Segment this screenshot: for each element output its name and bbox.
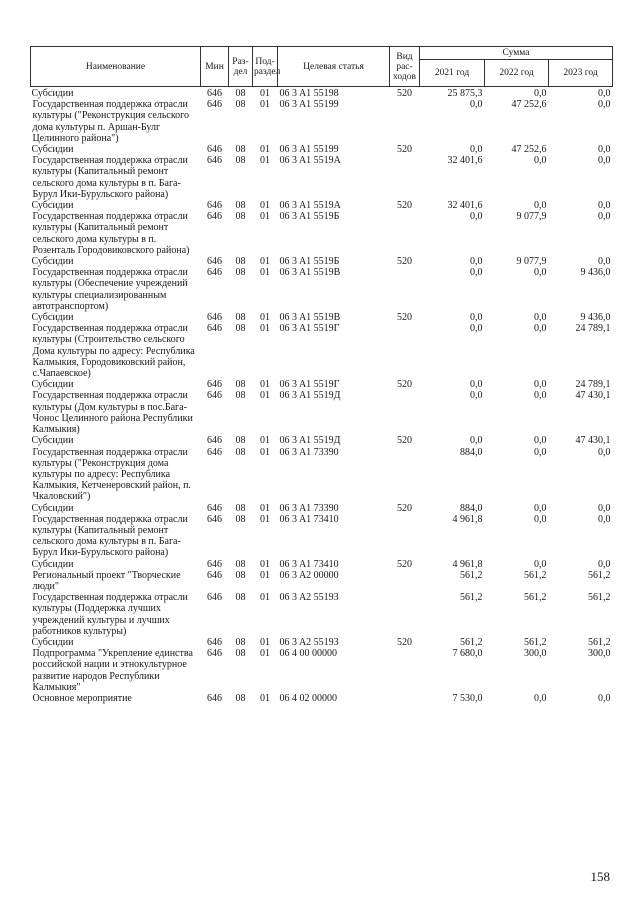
cell-min: 646 (207, 592, 222, 604)
cell-expense-type (390, 514, 420, 559)
cell-sum-2023: 0,0 (598, 692, 611, 704)
cell-expense-type: 520 (397, 200, 412, 212)
cell-podrazdel: 01 (260, 558, 270, 570)
cell-razdel: 08 (235, 211, 246, 223)
cell-sum-2022: 9 077,9 (516, 256, 547, 268)
cell-name: Субсидии (31, 435, 74, 447)
table-row (31, 144, 613, 155)
cell-sum-2022: 0,0 (534, 502, 547, 514)
cell-min: 646 (207, 513, 222, 525)
cell-podrazdel: 01 (260, 435, 270, 447)
cell-podrazdel: 01 (260, 88, 270, 99)
cell-sum-2021: 32 401,6 (447, 200, 483, 212)
cell-sum-2022: 0,0 (534, 692, 547, 704)
cell-razdel: 08 (235, 502, 246, 514)
cell-sum-2023: 0,0 (598, 211, 611, 223)
cell-sum-2022: 47 252,6 (511, 144, 547, 156)
cell-razdel: 08 (235, 256, 246, 268)
cell-expense-type (390, 323, 420, 379)
header-name: Наименование (31, 47, 201, 87)
cell-target-article: 06 3 A1 55199 (279, 144, 339, 156)
cell-razdel: 08 (235, 636, 246, 648)
cell-name: Подпрограмма "Укрепление единства российской нации и этнокультурное развитие народов Республики Калмыкия" (32, 648, 193, 693)
cell-podrazdel: 01 (260, 446, 270, 458)
table-row (31, 447, 613, 503)
table-row (31, 99, 613, 144)
cell-sum-2022: 9 077,9 (516, 211, 547, 223)
cell-sum-2021: 0,0 (470, 379, 483, 391)
cell-sum-2021: 7 680,0 (452, 648, 483, 660)
cell-name: Региональный проект "Творческие люди" (32, 569, 181, 592)
cell-podrazdel: 01 (260, 312, 270, 324)
header-year-2021: 2021 год (420, 60, 485, 87)
cell-sum-2022: 0,0 (534, 435, 547, 447)
header-target: Целевая статья (278, 47, 390, 87)
cell-name: Субсидии (31, 636, 74, 648)
cell-podrazdel: 01 (260, 692, 270, 704)
cell-razdel: 08 (235, 446, 246, 458)
cell-razdel: 08 (235, 558, 246, 570)
cell-sum-2021: 0,0 (470, 390, 483, 402)
cell-name: Государственная поддержка отрасли культуры ("Реконструкция дома культуры по адресу: Республика Калмыкия, Кетченеровский район, п. Чкаловский") (32, 446, 191, 503)
cell-min: 646 (207, 390, 222, 402)
cell-sum-2021: 884,0 (460, 502, 483, 514)
cell-razdel: 08 (235, 569, 246, 581)
cell-sum-2023: 0,0 (598, 88, 611, 99)
cell-sum-2021: 561,2 (460, 569, 483, 581)
cell-target-article: 06 3 A1 55198 (279, 88, 339, 99)
cell-razdel: 08 (235, 592, 246, 604)
cell-name: Государственная поддержка отрасли культуры ("Реконструкция сельского дома культуры п. Аршан-Булг Целинного района") (32, 99, 190, 144)
cell-expense-type: 520 (397, 502, 412, 514)
cell-target-article: 06 3 A1 5519A (279, 200, 341, 212)
cell-razdel: 08 (235, 390, 246, 402)
cell-name: Государственная поддержка отрасли культуры (Обеспечение учреждений культуры специализированным автотранспортом) (32, 267, 188, 312)
table-body (31, 87, 613, 705)
cell-target-article: 06 3 A2 55193 (279, 592, 339, 604)
cell-sum-2023: 0,0 (598, 99, 611, 111)
cell-sum-2022: 0,0 (534, 323, 547, 335)
cell-target-article: 06 3 A1 5519Д (279, 435, 341, 447)
cell-sum-2023: 47 430,1 (575, 435, 611, 447)
table-row (31, 155, 613, 200)
cell-razdel: 08 (235, 99, 246, 111)
cell-min: 646 (207, 211, 222, 223)
cell-expense-type (390, 155, 420, 200)
cell-sum-2023: 300,0 (588, 648, 611, 660)
cell-podrazdel: 01 (260, 569, 270, 581)
cell-sum-2022: 300,0 (524, 648, 547, 660)
header-min: Мин (201, 47, 229, 87)
cell-podrazdel: 01 (260, 99, 270, 111)
cell-min: 646 (207, 144, 222, 156)
cell-expense-type: 520 (397, 256, 412, 268)
cell-name: Субсидии (31, 558, 74, 570)
cell-sum-2022: 0,0 (534, 379, 547, 391)
cell-name: Государственная поддержка отрасли культуры (Строительство сельского Дома культуры по адресу: Республика Калмыкия, Городовиковский район, с.Чапаевское) (32, 323, 195, 380)
table-row (31, 312, 613, 323)
cell-target-article: 06 3 A2 00000 (279, 569, 339, 581)
header-vid: Вид рас-ходов (390, 47, 420, 87)
cell-podrazdel: 01 (260, 379, 270, 391)
cell-sum-2022: 0,0 (534, 390, 547, 402)
cell-min: 646 (207, 648, 222, 660)
header-year-2023: 2023 год (549, 60, 613, 87)
cell-target-article: 06 3 A2 55193 (279, 636, 339, 648)
header-podrazdel: Под-раздел (253, 47, 278, 87)
cell-sum-2022: 0,0 (534, 88, 547, 99)
table-row (31, 503, 613, 514)
cell-name: Субсидии (31, 144, 74, 156)
header-razdel: Раз-дел (229, 47, 253, 87)
cell-sum-2021: 0,0 (470, 144, 483, 156)
header-year-2022: 2022 год (485, 60, 549, 87)
cell-razdel: 08 (235, 379, 246, 391)
cell-target-article: 06 3 A1 5519Д (279, 390, 341, 402)
cell-sum-2023: 24 789,1 (575, 323, 611, 335)
cell-sum-2021: 0,0 (470, 312, 483, 324)
cell-sum-2021: 0,0 (470, 323, 483, 335)
cell-expense-type: 520 (397, 88, 412, 99)
cell-sum-2021: 4 961,8 (452, 513, 483, 525)
cell-sum-2022: 0,0 (534, 446, 547, 458)
cell-sum-2021: 4 961,8 (452, 558, 483, 570)
cell-name: Государственная поддержка отрасли культуры (Капитальный ремонт сельского дома культуры в п. Бага-Бурул Ики-Бурульского района) (32, 155, 188, 200)
cell-sum-2021: 884,0 (460, 446, 483, 458)
cell-razdel: 08 (235, 267, 246, 279)
cell-min: 646 (207, 267, 222, 279)
cell-sum-2021: 0,0 (470, 435, 483, 447)
cell-sum-2021: 0,0 (470, 211, 483, 223)
cell-target-article: 06 3 A1 73390 (279, 502, 339, 514)
cell-sum-2023: 9 436,0 (580, 267, 611, 279)
cell-expense-type (390, 390, 420, 435)
cell-razdel: 08 (235, 312, 246, 324)
table-row (31, 200, 613, 211)
cell-sum-2021: 0,0 (470, 99, 483, 111)
cell-name: Субсидии (31, 379, 74, 391)
table-row (31, 256, 613, 267)
cell-expense-type (390, 592, 420, 637)
cell-sum-2022: 0,0 (534, 267, 547, 279)
cell-target-article: 06 3 A1 5519Б (279, 256, 340, 268)
cell-expense-type (390, 570, 420, 592)
table-header (31, 47, 613, 87)
cell-sum-2022: 0,0 (534, 312, 547, 324)
cell-target-article: 06 3 A1 5519В (279, 267, 341, 279)
table-row (31, 559, 613, 570)
cell-min: 646 (207, 558, 222, 570)
cell-podrazdel: 01 (260, 256, 270, 268)
table-row (31, 648, 613, 693)
table-row (31, 87, 613, 100)
cell-sum-2021: 0,0 (470, 267, 483, 279)
cell-sum-2023: 561,2 (588, 636, 611, 648)
cell-target-article: 06 3 A1 5519Б (279, 211, 340, 223)
cell-min: 646 (207, 502, 222, 514)
cell-name: Субсидии (31, 502, 74, 514)
cell-name: Субсидии (31, 256, 74, 268)
cell-name: Государственная поддержка отрасли культуры (Капитальный ремонт сельского дома культуры в п. Бага-Бурул Ики-Бурульского района) (32, 513, 188, 559)
cell-podrazdel: 01 (260, 648, 270, 660)
cell-razdel: 08 (235, 323, 246, 335)
cell-target-article: 06 3 A1 5519В (279, 312, 341, 324)
cell-min: 646 (207, 155, 222, 167)
cell-min: 646 (207, 200, 222, 212)
cell-sum-2021: 7 530,0 (452, 692, 483, 704)
table-row (31, 379, 613, 390)
cell-target-article: 06 3 A1 5519Г (279, 323, 340, 335)
cell-sum-2021: 0,0 (470, 256, 483, 268)
cell-razdel: 08 (235, 692, 246, 704)
table-row (31, 211, 613, 256)
cell-target-article: 06 3 A1 73410 (279, 558, 339, 570)
cell-min: 646 (207, 435, 222, 447)
cell-sum-2023: 24 789,1 (575, 379, 611, 391)
cell-expense-type: 520 (397, 379, 412, 391)
cell-razdel: 08 (235, 648, 246, 660)
cell-sum-2021: 32 401,6 (447, 155, 483, 167)
cell-sum-2022: 0,0 (534, 513, 547, 525)
cell-podrazdel: 01 (260, 323, 270, 335)
cell-sum-2023: 0,0 (598, 502, 611, 514)
cell-sum-2023: 9 436,0 (580, 312, 611, 324)
cell-sum-2022: 561,2 (524, 636, 547, 648)
table-row (31, 323, 613, 379)
cell-sum-2023: 561,2 (588, 569, 611, 581)
cell-target-article: 06 4 00 00000 (279, 648, 337, 660)
cell-min: 646 (207, 312, 222, 324)
cell-podrazdel: 01 (260, 513, 270, 525)
cell-target-article: 06 4 02 00000 (279, 692, 337, 704)
cell-expense-type (390, 693, 420, 704)
cell-sum-2023: 0,0 (598, 144, 611, 156)
cell-sum-2023: 0,0 (598, 200, 611, 212)
cell-target-article: 06 3 A1 5519Г (279, 379, 340, 391)
table-row (31, 435, 613, 446)
cell-sum-2022: 561,2 (524, 592, 547, 604)
cell-expense-type (390, 648, 420, 693)
cell-sum-2022: 0,0 (534, 558, 547, 570)
cell-razdel: 08 (235, 144, 246, 156)
cell-expense-type: 520 (397, 558, 412, 570)
cell-podrazdel: 01 (260, 144, 270, 156)
cell-sum-2021: 561,2 (460, 636, 483, 648)
cell-min: 646 (207, 446, 222, 458)
page-number: 158 (590, 869, 610, 884)
cell-expense-type: 520 (397, 435, 412, 447)
cell-name: Основное мероприятие (32, 692, 132, 704)
cell-podrazdel: 01 (260, 390, 270, 402)
cell-name: Субсидии (31, 200, 74, 212)
cell-min: 646 (207, 569, 222, 581)
cell-target-article: 06 3 A1 55199 (279, 99, 339, 111)
table-row (31, 514, 613, 559)
cell-name: Государственная поддержка отрасли культуры (Капитальный ремонт сельского дома культуры в п. Розенталь Городовиковского района) (32, 211, 190, 256)
cell-name: Субсидии (31, 88, 74, 99)
cell-expense-type (390, 211, 420, 256)
table-row (31, 267, 613, 312)
table-row (31, 637, 613, 648)
cell-expense-type: 520 (397, 636, 412, 648)
cell-sum-2022: 561,2 (524, 569, 547, 581)
table-row (31, 570, 613, 592)
cell-podrazdel: 01 (260, 211, 270, 223)
cell-expense-type (390, 267, 420, 312)
budget-table (30, 46, 613, 704)
cell-razdel: 08 (235, 513, 246, 525)
table-row (31, 693, 613, 704)
cell-razdel: 08 (235, 200, 246, 212)
cell-podrazdel: 01 (260, 636, 270, 648)
cell-razdel: 08 (235, 435, 246, 447)
cell-name: Государственная поддержка отрасли культуры (Поддержка лучших учреждений культуры и лучших работников культуры) (32, 592, 188, 637)
cell-min: 646 (207, 379, 222, 391)
cell-sum-2023: 47 430,1 (575, 390, 611, 402)
cell-sum-2021: 25 875,3 (447, 88, 483, 99)
cell-podrazdel: 01 (260, 502, 270, 514)
cell-podrazdel: 01 (260, 200, 270, 212)
cell-razdel: 08 (235, 155, 246, 167)
cell-min: 646 (207, 323, 222, 335)
cell-expense-type: 520 (397, 144, 412, 156)
cell-sum-2022: 47 252,6 (511, 99, 547, 111)
table-row (31, 390, 613, 435)
cell-sum-2021: 561,2 (460, 592, 483, 604)
cell-target-article: 06 3 A1 5519A (279, 155, 341, 167)
cell-podrazdel: 01 (260, 155, 270, 167)
cell-min: 646 (207, 636, 222, 648)
cell-sum-2023: 0,0 (598, 155, 611, 167)
cell-expense-type (390, 447, 420, 503)
cell-min: 646 (207, 256, 222, 268)
cell-min: 646 (207, 99, 222, 111)
cell-sum-2023: 561,2 (588, 592, 611, 604)
cell-min: 646 (207, 692, 222, 704)
cell-expense-type: 520 (397, 312, 412, 324)
cell-sum-2023: 0,0 (598, 558, 611, 570)
cell-podrazdel: 01 (260, 592, 270, 604)
cell-target-article: 06 3 A1 73410 (279, 513, 339, 525)
cell-expense-type (390, 99, 420, 144)
cell-podrazdel: 01 (260, 267, 270, 279)
cell-razdel: 08 (235, 88, 246, 99)
cell-sum-2023: 0,0 (598, 513, 611, 525)
cell-min: 646 (207, 88, 222, 99)
cell-sum-2023: 0,0 (598, 256, 611, 268)
cell-sum-2023: 0,0 (598, 446, 611, 458)
header-sum: Сумма (420, 47, 613, 60)
cell-name: Государственная поддержка отрасли культуры (Дом культуры в пос.Бага-Чонос Целинного района Республики Калмыкия) (32, 390, 193, 436)
cell-target-article: 06 3 A1 73390 (279, 446, 339, 458)
table-row (31, 592, 613, 637)
cell-name: Субсидии (31, 312, 74, 324)
cell-sum-2022: 0,0 (534, 200, 547, 212)
cell-sum-2022: 0,0 (534, 155, 547, 167)
